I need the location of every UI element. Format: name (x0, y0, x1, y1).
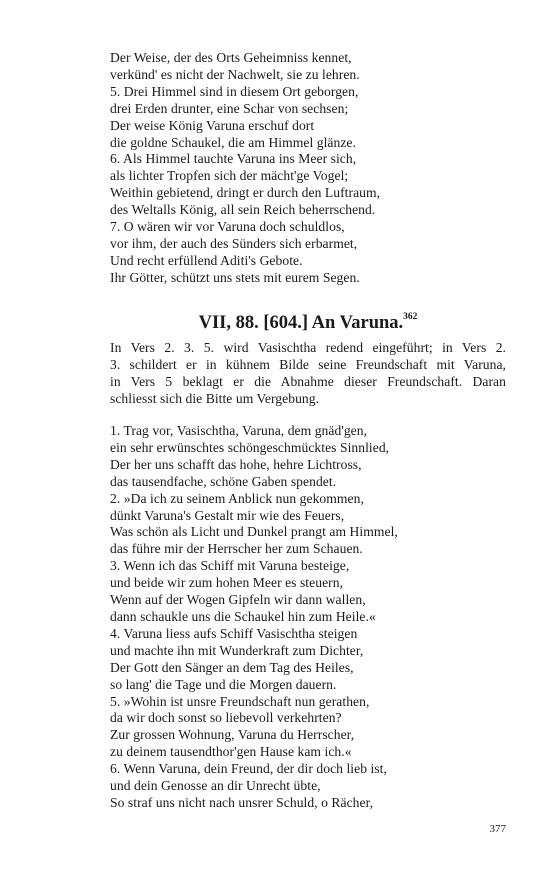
intro-line: In Vers 2. 3. 5. wird Vasischtha redend eingeführt; in Vers 2. (110, 340, 506, 355)
verse-line: 4. Varuna liess aufs Schiff Vasischtha steigen (110, 625, 358, 641)
verse-line: 5. Drei Himmel sind in diesem Ort geborgen, (110, 83, 359, 99)
verse-line: 3. Wenn ich das Schiff mit Varuna besteige, (110, 558, 350, 574)
verse-line: 6. Wenn Varuna, dein Freund, der dir doch lieb ist, (110, 761, 387, 777)
verse-line: des Weltalls König, all sein Reich beherrschend. (110, 202, 376, 218)
verse-line: Zur grossen Wohnung, Varuna du Herrscher, (110, 727, 355, 743)
verse-line: als lichter Tropfen sich der mächt'ge Vogel; (110, 168, 349, 184)
footnote-marker[interactable]: 362 (403, 312, 418, 322)
verse-line: So straf uns nicht nach unsrer Schuld, o Rächer, (110, 794, 374, 810)
intro-paragraph (110, 340, 506, 408)
poem-body (110, 423, 510, 812)
verse-line: 2. »Da ich zu seinem Anblick nun gekommen, (110, 490, 364, 506)
poem-continuation (110, 50, 510, 287)
verse-line: Und recht erfüllend Aditi's Gebote. (110, 252, 303, 268)
verse-line: das führe mir der Herrscher her zum Schauen. (110, 541, 363, 557)
verse-line: da wir doch sonst so liebevoll verkehrten? (110, 710, 342, 726)
verse-line: Der weise König Varuna erschuf dort (110, 117, 315, 133)
verse-line: 7. O wären wir vor Varuna doch schuldlos, (110, 219, 345, 235)
verse-line: 5. »Wohin ist unsre Freundschaft nun gerathen, (110, 693, 370, 709)
verse-line: Wenn auf der Wogen Gipfeln wir dann wallen, (110, 592, 366, 608)
verse-line: Der her uns schafft das hohe, hehre Lichtross, (110, 456, 362, 472)
verse-line: drei Erden drunter, eine Schar von sechsen; (110, 100, 349, 116)
verse-line: das tausendfache, schöne Gaben spendet. (110, 473, 337, 489)
verse-line: Der Gott den Sänger an dem Tag des Heiles, (110, 659, 354, 675)
verse-line: vor ihm, der auch des Sünders sich erbarmet, (110, 235, 358, 251)
verse-line: dünkt Varuna's Gestalt mir wie des Feuers, (110, 507, 345, 523)
intro-line: schliesst sich die Bitte um Vergebung. (110, 390, 320, 406)
section-title: VII, 88. [604.] An Varuna. (198, 313, 404, 334)
verse-line: Weithin gebietend, dringt er durch den Luftraum, (110, 185, 381, 201)
verse-line: und dein Genosse an dir Unrecht übte, (110, 778, 321, 794)
verse-line: zu deinem tausendthor'gen Hause kam ich.« (110, 744, 352, 760)
verse-line: und beide wir zum hohen Meer es steuern, (110, 575, 344, 591)
intro-line: in Vers 5 beklagt er die Abnahme dieser Freundschaft. Daran (110, 373, 506, 389)
verse-line: Der Weise, der des Orts Geheimniss kennet, (110, 50, 352, 65)
intro-line: 3. schildert er in kühnem Bilde seine Freundschaft mit Varuna, (110, 356, 506, 372)
verse-line: die goldne Schaukel, die am Himmel glänze. (110, 134, 356, 150)
verse-line: so lang' die Tage und die Morgen dauern. (110, 676, 337, 692)
section-heading (110, 307, 506, 335)
verse-line: Ihr Götter, schützt uns stets mit eurem Segen. (110, 269, 360, 285)
verse-line: und machte ihn mit Wunderkraft zum Dichter, (110, 642, 364, 658)
verse-line: ein sehr erwünschtes schöngeschmücktes Sinnlied, (110, 439, 390, 455)
verse-line: dann schaukle uns die Schaukel hin zum Heile.« (110, 608, 376, 624)
page-number: 377 (489, 823, 506, 835)
verse-line: 1. Trag vor, Vasischtha, Varuna, dem gnäd'gen, (110, 423, 368, 438)
verse-line: verkünd' es nicht der Nachwelt, sie zu lehren. (110, 66, 360, 82)
verse-line: Was schön als Licht und Dunkel prangt am Himmel, (110, 524, 398, 540)
verse-line: 6. Als Himmel tauchte Varuna ins Meer sich, (110, 151, 357, 167)
